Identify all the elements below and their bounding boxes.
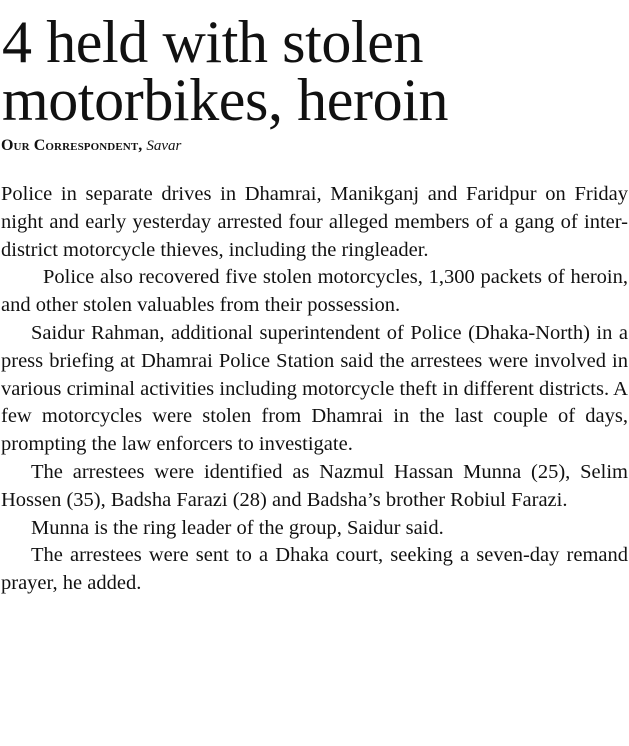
- headline-line-1: 4 held with stolen: [2, 9, 424, 75]
- paragraph-1: Police in separate drives in Dhamrai, Manikganj and Faridpur on Friday night and early yesterday arrested four alleged members of a gang of inter-district motorcycle thieves, including the ringleader.: [1, 183, 628, 261]
- article-body: [0, 181, 629, 598]
- byline-place: Savar: [146, 138, 182, 154]
- headline: [0, 9, 629, 133]
- paragraph-6: The arrestees were sent to a Dhaka court, seeking a seven-day remand prayer, he added.: [1, 544, 628, 595]
- paragraph-2: Police also recovered five stolen motorcycles, 1,300 packets of heroin, and other stolen valuables from their possession.: [1, 266, 628, 317]
- paragraph-4: The arrestees were identified as Nazmul Hassan Munna (25), Selim Hossen (35), Badsha Farazi (28) and Badsha’s brother Robiul Farazi.: [1, 460, 628, 511]
- paragraph-3: Saidur Rahman, additional superintendent of Police (Dhaka-North) in a press briefing at Dhamrai Police Station said the arrestees were involved in various criminal activities including motorcycle theft in different districts. A few motorcycles were stolen from Dhamrai in the last couple of days, prompting the law enforcers to investigate.: [1, 321, 628, 456]
- headline-line-2: motorbikes, heroin: [2, 67, 449, 133]
- byline-author: Our Correspondent,: [1, 137, 143, 154]
- byline: [1, 136, 629, 156]
- paragraph-5: Munna is the ring leader of the group, Saidur said.: [31, 516, 444, 539]
